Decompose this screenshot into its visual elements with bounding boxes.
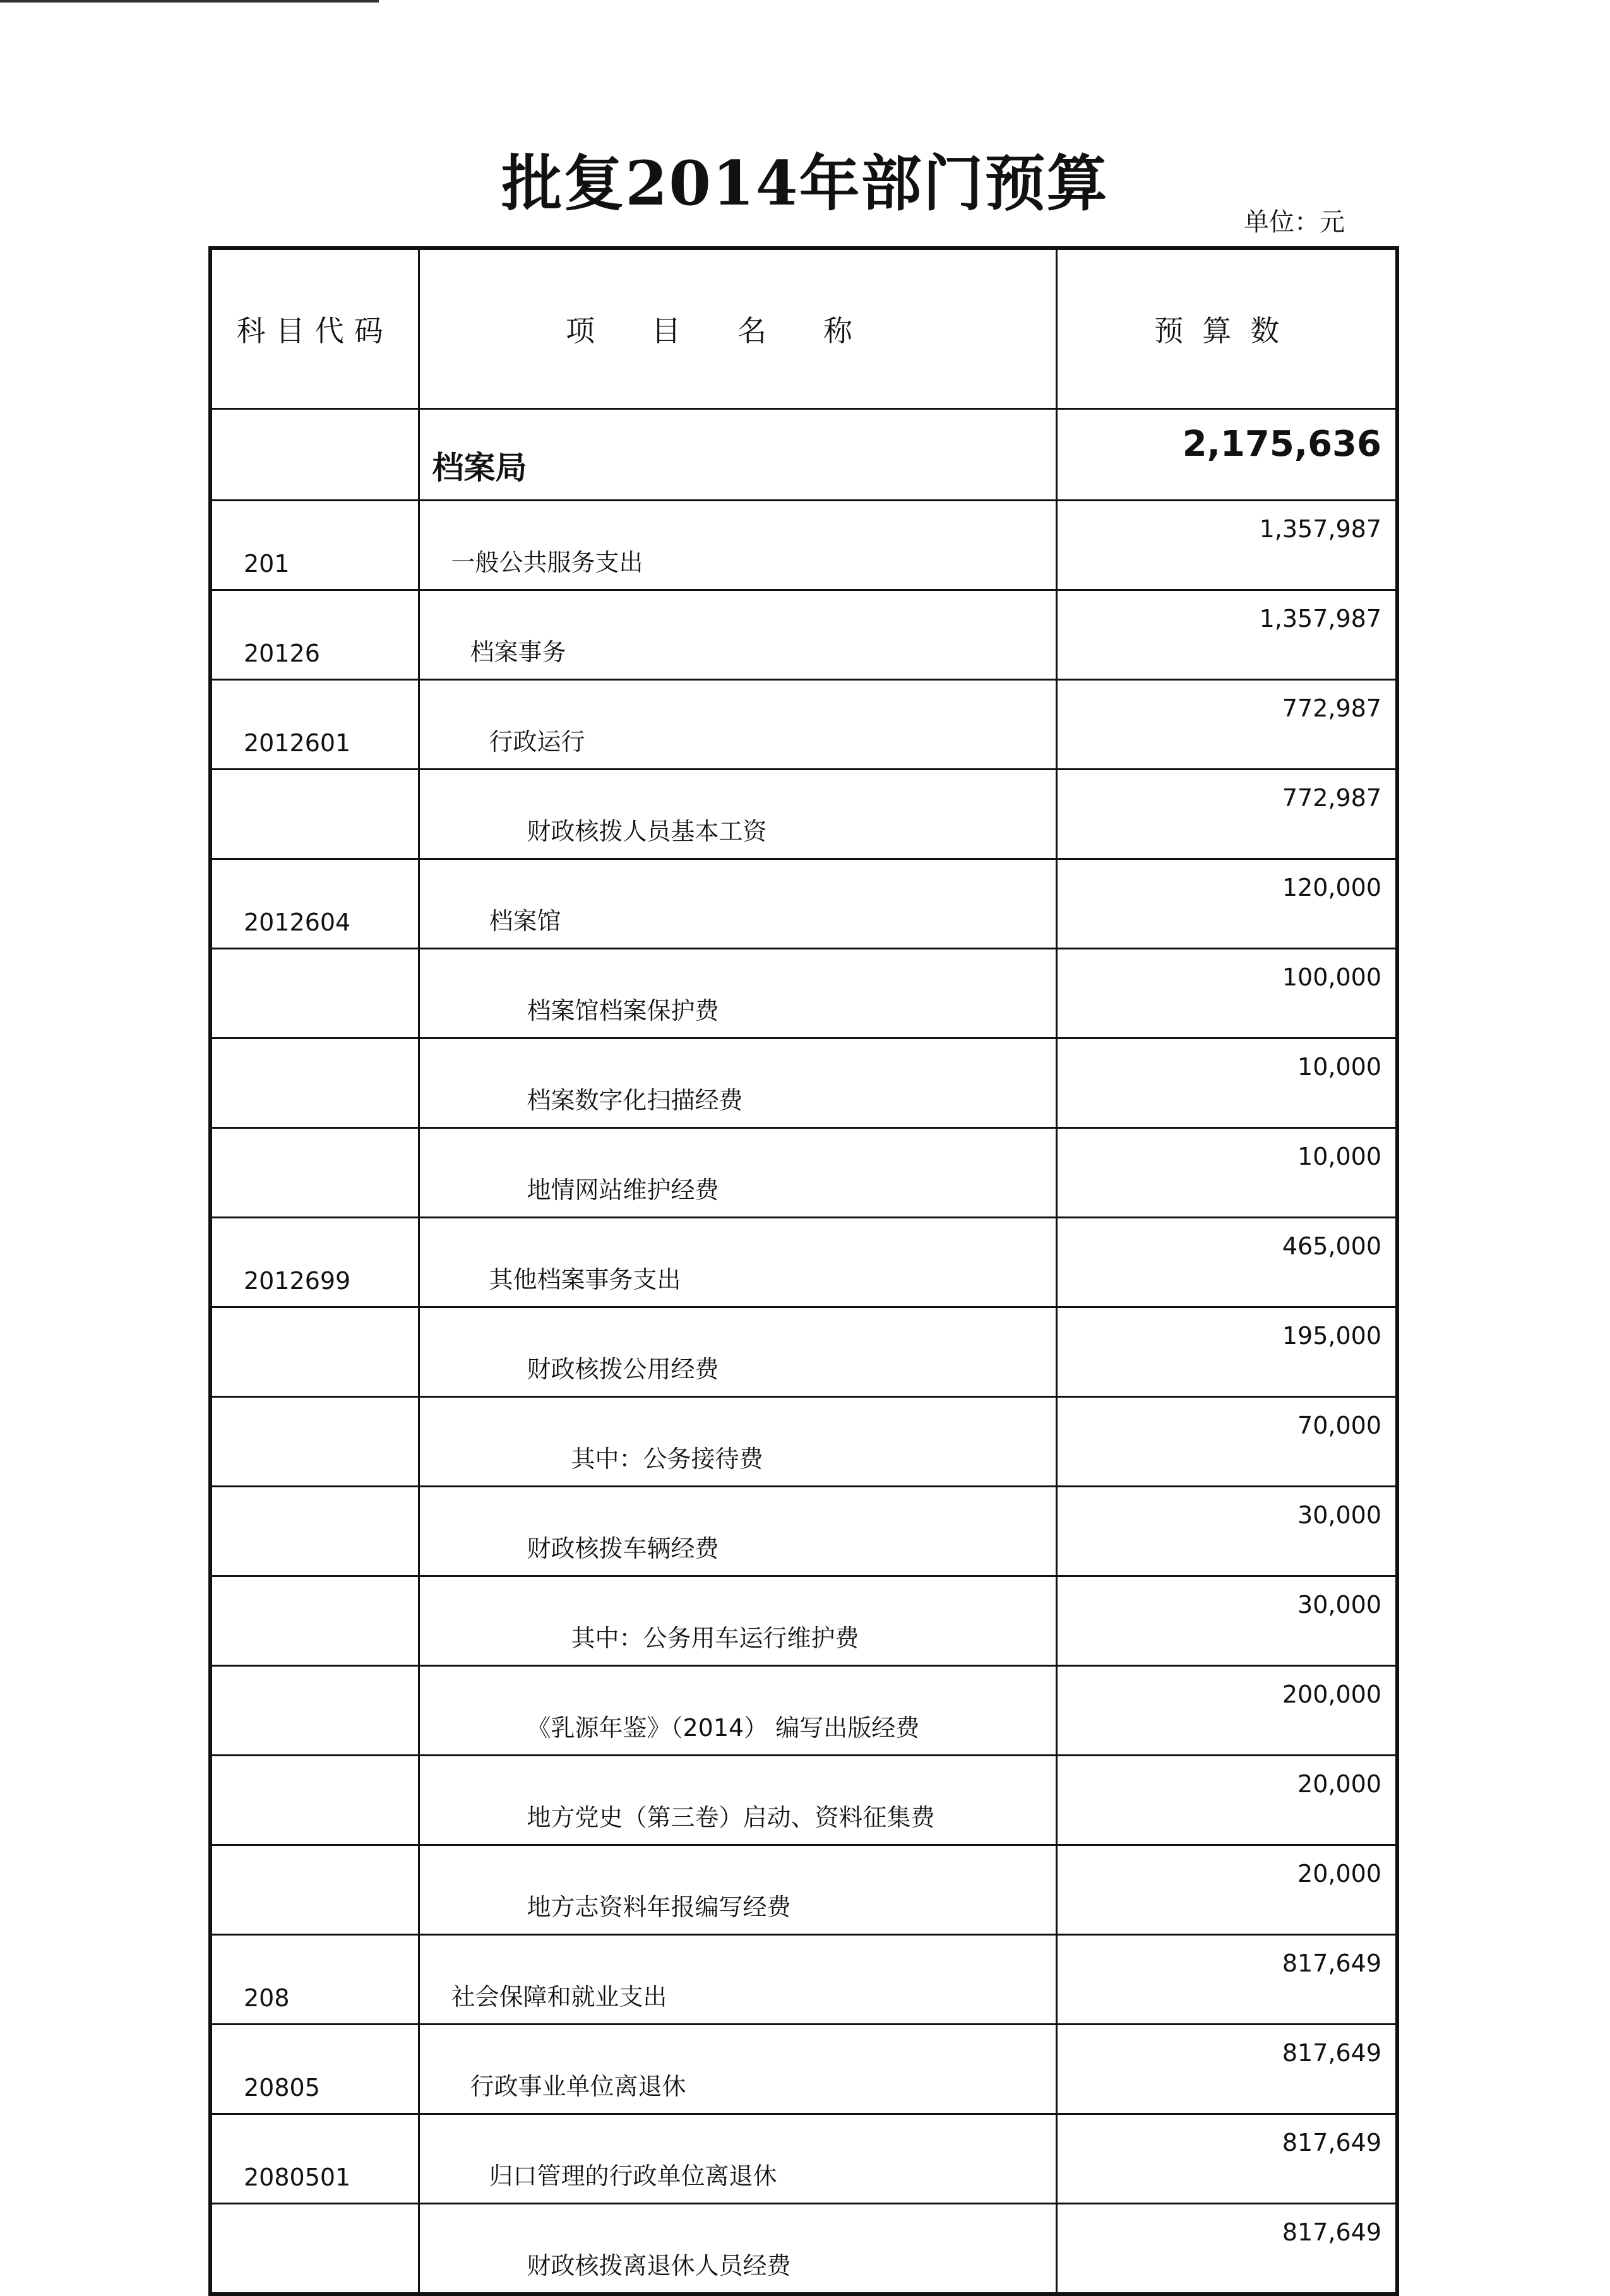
row-code [210, 1307, 419, 1397]
table-row [210, 1038, 1397, 1128]
table-header-row [210, 248, 1397, 409]
row-amount: 772,987 [1056, 770, 1397, 859]
table-row [210, 2025, 1397, 2114]
row-code: 2012604 [210, 859, 419, 949]
table-row [210, 1307, 1397, 1397]
row-code [210, 1038, 419, 1128]
table-row [210, 1935, 1397, 2025]
row-name: 其中：公务用车运行维护费 [419, 1576, 1056, 1666]
row-code [210, 1845, 419, 1935]
row-name: 财政核拨离退休人员经费 [419, 2204, 1056, 2295]
header-name: 项目名称 [419, 248, 1056, 409]
row-code [210, 2204, 419, 2295]
table-row [210, 770, 1397, 859]
row-code: 20126 [210, 590, 419, 680]
row-code: 2080501 [210, 2114, 419, 2204]
table-row [210, 1756, 1397, 1845]
header-amount: 预算数 [1056, 248, 1397, 409]
row-amount: 817,649 [1056, 2204, 1397, 2295]
row-code [210, 1576, 419, 1666]
table-row [210, 680, 1397, 770]
row-amount: 70,000 [1056, 1397, 1397, 1487]
row-code [210, 949, 419, 1038]
table-row [210, 1487, 1397, 1576]
row-amount: 200,000 [1056, 1666, 1397, 1756]
row-amount: 30,000 [1056, 1576, 1397, 1666]
row-amount: 465,000 [1056, 1218, 1397, 1307]
department-amount: 2,175,636 [1056, 409, 1397, 501]
row-amount: 20,000 [1056, 1756, 1397, 1845]
row-amount: 817,649 [1056, 2114, 1397, 2204]
row-amount: 10,000 [1056, 1038, 1397, 1128]
row-code [210, 1397, 419, 1487]
department-name: 档案局 [419, 409, 1056, 501]
table-row [210, 590, 1397, 680]
scan-edge-line [0, 0, 379, 3]
row-amount: 817,649 [1056, 2025, 1397, 2114]
row-amount: 10,000 [1056, 1128, 1397, 1218]
row-name: 行政运行 [419, 680, 1056, 770]
table-row [210, 1218, 1397, 1307]
row-name: 行政事业单位离退休 [419, 2025, 1056, 2114]
row-name: 财政核拨人员基本工资 [419, 770, 1056, 859]
row-code: 2012699 [210, 1218, 419, 1307]
row-code: 2012601 [210, 680, 419, 770]
row-amount: 100,000 [1056, 949, 1397, 1038]
row-amount: 817,649 [1056, 1935, 1397, 2025]
row-name: 档案馆 [419, 859, 1056, 949]
row-code: 20805 [210, 2025, 419, 2114]
row-code: 208 [210, 1935, 419, 2025]
row-name: 一般公共服务支出 [419, 501, 1056, 590]
row-code: 201 [210, 501, 419, 590]
page-title: 批复2014年部门预算 [501, 148, 1109, 219]
row-amount: 195,000 [1056, 1307, 1397, 1397]
table-row [210, 2204, 1397, 2295]
row-code [210, 1487, 419, 1576]
header-code: 科目代码 [210, 248, 419, 409]
row-amount: 30,000 [1056, 1487, 1397, 1576]
row-code [210, 770, 419, 859]
department-code-cell [210, 409, 419, 501]
row-name: 地方党史（第三卷）启动、资料征集费 [419, 1756, 1056, 1845]
row-amount: 1,357,987 [1056, 590, 1397, 680]
department-row [210, 409, 1397, 501]
row-name: 《乳源年鉴》（2014） 编写出版经费 [419, 1666, 1056, 1756]
table-row [210, 949, 1397, 1038]
table-row [210, 501, 1397, 590]
row-name: 其中：公务接待费 [419, 1397, 1056, 1487]
table-row [210, 2114, 1397, 2204]
table-row [210, 1576, 1397, 1666]
row-code [210, 1128, 419, 1218]
table-row [210, 859, 1397, 949]
table-body [210, 409, 1397, 2295]
row-name: 社会保障和就业支出 [419, 1935, 1056, 2025]
row-name: 地情网站维护经费 [419, 1128, 1056, 1218]
row-name: 归口管理的行政单位离退休 [419, 2114, 1056, 2204]
row-code [210, 1666, 419, 1756]
row-amount: 1,357,987 [1056, 501, 1397, 590]
row-name: 档案数字化扫描经费 [419, 1038, 1056, 1128]
table-row [210, 1128, 1397, 1218]
budget-table [208, 246, 1399, 2296]
table-row [210, 1666, 1397, 1756]
row-amount: 120,000 [1056, 859, 1397, 949]
table-row [210, 1845, 1397, 1935]
row-name: 财政核拨车辆经费 [419, 1487, 1056, 1576]
row-name: 其他档案事务支出 [419, 1218, 1056, 1307]
row-code [210, 1756, 419, 1845]
table-row [210, 1397, 1397, 1487]
row-amount: 20,000 [1056, 1845, 1397, 1935]
row-name: 档案事务 [419, 590, 1056, 680]
unit-label: 单位：元 [1244, 208, 1345, 237]
row-name: 档案馆档案保护费 [419, 949, 1056, 1038]
row-name: 财政核拨公用经费 [419, 1307, 1056, 1397]
row-name: 地方志资料年报编写经费 [419, 1845, 1056, 1935]
row-amount: 772,987 [1056, 680, 1397, 770]
